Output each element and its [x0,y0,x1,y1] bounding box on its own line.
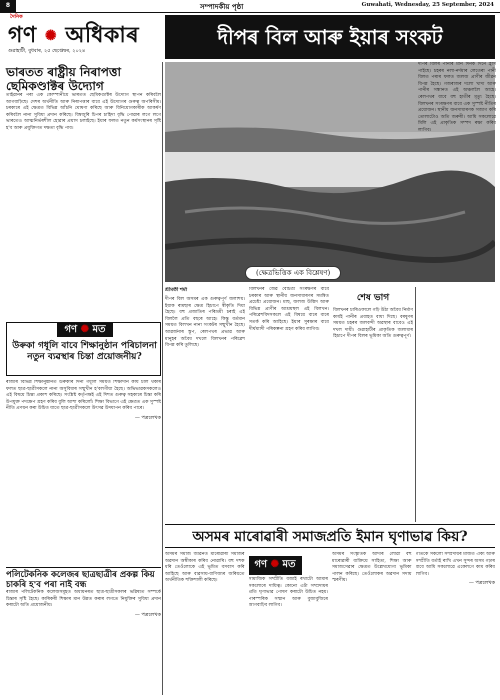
bottom-col-4 [416,552,496,695]
bottom-col-3 [332,552,412,695]
letter-signoff: — পত্ৰলেখক [134,414,161,421]
bottom-signoff: — পত্ৰলেখক [468,580,495,587]
left-article [6,65,161,133]
right-column-text: দীপৰ বিলৰ পানীৰ মান দিনক দিনে হ্ৰাস পাইছে। চহৰৰ নলা-নৰ্দমাৰ লেতেৰা পানী বিলত পৰাৰ ফলত জলজ প্ৰাণীৰ জীৱন বিপন্ন হৈছে। গজৰাজৰ দলো খাদ্য আৰু পানীৰ সন্ধানত এই অঞ্চললৈ আহে। ৰেলপথৰ বাবে বহু হাতীৰ মৃত্যু হৈছে। বিলখনৰ সংৰক্ষণৰ বাবে এক সুস্পষ্ট নীতিৰ প্ৰয়োজন। স্থানীয় জনসাধাৰণক সজাগ কৰি তোলাটোও অতি জৰুৰী। আমি সকলোৱে মিলি এই প্ৰাকৃতিক সম্পদ ৰক্ষা কৰিব লাগিব। [418,62,496,133]
main-article-col-1-text: দীপৰ বিল অসমৰ এক গুৰুত্বপূৰ্ণ জলাশয়। ইয়াক ৰামছাৰ ক্ষেত্ৰ হিচাপে স্বীকৃতি দিয়া হৈছে। বহু প্ৰজাতিৰ পৰিভ্ৰমী চৰাই এই বিললৈ প্ৰতি বছৰে আহে। কিন্তু বৰ্তমান সময়ত বিলখন নানা সংকটৰ সন্মুখীন হৈছে। আৱৰ্জনাৰ স্তূপ, ৰেলপথৰ প্ৰভাৱ আৰু মানুহৰ অবৈধ দখলে বিলখনৰ পৰিৱেশ বিপন্ন কৰি তুলিছে। [165,297,245,349]
main-article-col-2-text: বিলখনৰ জৈৱ বৈচিত্ৰ্য সংৰক্ষণৰ বাবে চৰকাৰ আৰু স্থানীয় জনসাধাৰণৰ সমন্বিত প্ৰচেষ্টা প্ৰয়োজন। মাছ, জলজ উদ্ভিদ আৰু বিভিন্ন প্ৰাণীৰ আশ্ৰয়স্থল এই বিলখন। পৰিৱেশবিদসকলে এই বিষয়ে বাৰে বাৰে সতৰ্ক কৰি আহিছে। ইয়াৰ সুৰক্ষাৰ বাবে দীৰ্ঘম্যাদী পৰিকল্পনা গ্ৰহণ কৰিব লাগিব। [249,287,329,332]
left-bottom-body: ৰাজ্যৰ পলিটেকনিক কলেজসমূহত অধ্যয়নৰত ছাত্ৰ-ছাত্ৰীসকলৰ ভৱিষ্যত সম্পৰ্কে চিন্তাৰ সৃষ্টি হৈছে। কাৰিকৰী শিক্ষাৰ মান উন্নত কৰাৰ লগতে নিযুক্তিৰ সুবিধা প্ৰদান কৰাটো অতি প্ৰয়োজনীয়। [6,590,161,609]
masthead-date: গুৱাহাটী, বুধবাৰ, ২৫ ছেপ্তেম্বৰ, ২০২৪ [8,48,86,54]
bottom-gm-left: গণ [254,559,268,570]
left-article-headline: ভাৰতত ৰাষ্ট্ৰীয় নিৰাপত্তা ছেমিকণ্ডাক্টৰ উদ্যোগ [6,65,121,93]
column-divider [415,287,416,522]
main-article-columns [165,287,413,522]
bottom-col-2 [249,552,329,695]
page-number: 8 [0,0,16,12]
left-bottom-signoff: — পত্ৰলেখক [134,611,161,618]
gana-mat-logo [57,323,113,337]
bottom-article-columns [165,552,495,695]
letter-article [6,380,161,560]
dateline: Guwahati, Wednesday, 25 September, 2024 [361,2,494,8]
left-bottom-article [6,567,161,695]
photo-caption: (ক্ষেত্ৰভিত্তিক এক বিশ্লেষণ) [245,266,341,280]
gana-mat-logo-left: গণ [64,324,78,335]
section-title: সম্পাদকীয় পৃষ্ঠা [200,2,244,11]
masthead-logo-icon: ✺ [44,28,58,44]
left-article-body: তাইৱানৰ পৰা এক কোম্পানীয়ে ভাৰতত ছেমিকণ্ডাক্টৰ উদ্যোগ স্থাপন কৰিবলৈ আগবাঢ়িছে। দেশৰ অৰ্থনীতি আৰু নিৰাপত্তাৰ বাবে এই উদ্যোগৰ গুৰুত্ব অপৰিসীম। চৰকাৰে এই ক্ষেত্ৰত বিভিন্ন আঁচনি ঘোষণা কৰিছে আৰু বিনিয়োগকাৰীক আকৰ্ষণ কৰিবলৈ নানা সুবিধা প্ৰদান কৰিছে। বিশ্বজুৰি চিপৰ চাহিদা বৃদ্ধি পোৱাৰ লগে লগে ভাৰতেও আত্মনিৰ্ভৰশীল হোৱাৰ প্ৰয়াস চলাইছে। ইয়াৰ ফলত নতুন কৰ্মসংস্থানৰ সৃষ্টি হ'ব আৰু প্ৰযুক্তিগত দক্ষতা বৃদ্ধি পাব। [6,93,161,131]
masthead-tagline: দৈনিক [10,14,23,20]
main-article-col-3 [333,287,413,522]
gana-mat-logo-right: মত [92,324,106,335]
main-headline: দীপৰ বিল আৰু ইয়াৰ সংকট [165,15,495,59]
masthead [6,14,154,62]
bottom-col-2-text: সামাজিক সম্প্ৰীতি বজাই ৰখাটো আমাৰ সকলোৰে দায়িত্ব। কোনো এটা সম্প্ৰদায়ৰ প্ৰতি ঘৃণাভাৱ পোষণ কৰাটো উচিত নহয়। পাৰস্পৰিক সন্মান আৰু বুজাবুজিৰে আগবাঢ়িব লাগিব। [248,577,328,609]
bottom-gm-right: মত [282,559,296,570]
bottom-col-1-text: অসমৰ সমাজ জীৱনত মাৰোৱাৰী সমাজৰ অৱদান অস্বীকাৰ কৰিব নোৱাৰি। বহু দশক ধৰি তেওঁলোকে এই ভূমিত বসবাস কৰি আহিছে আৰু ব্যৱসায়-বাণিজ্যৰ জৰিয়তে অৰ্থনীতিক শক্তিশালী কৰিছে। [165,552,245,584]
gana-mat-box [6,322,161,376]
left-bottom-headline: পলিটেকনিক কলেজৰ ছাত্ৰছাত্ৰীৰ প্ৰকল্প কিয় চাকৰি হ'ব পৰা নাই বন্ধ [6,570,155,590]
main-article-subhead: শেষ ভাগ [356,293,390,303]
main-article-col-2 [249,287,329,522]
bottom-gm-icon: ✺ [267,559,283,570]
bottom-headline: অসমৰ মাৰোৱাৰী সমাজপ্ৰতি ইমান ঘৃণাভাৱ কিয়? [165,524,495,548]
gana-mat-title: উৰুকা গধূলি বাবে শিক্ষানুষ্ঠান পৰিচালনা নতুন ব্যৱস্থাৰ চিন্তা প্ৰয়োজনীয়? [12,341,157,362]
bottom-col-3-text: অসমৰ সংস্কৃতিক আদৰি লোৱা বহু মাৰোৱাৰী ব্যক্তিয়ে সাহিত্য, শিক্ষা আৰু সমাজসেৱাৰ ক্ষেত্ৰত উল্লেখযোগ্য ভূমিকা পালন কৰিছে। তেওঁলোকৰ অৱদান সদায় স্মৰণীয়। [332,552,412,584]
bottom-col-1 [165,552,245,695]
bottom-gana-mat-logo [249,556,302,575]
main-article-col-3-text: বিলখনৰ চাৰিওফালে গঢ়ি উঠা অবৈধ নিৰ্মাণ কাৰ্যই পানীৰ প্ৰবাহত বাধা দিছে। বৰষুণৰ সময়ত চহৰৰ জলবন্দী অৱস্থাৰ বাবেও এই দখল দায়ী। গুৱাহাটীৰ প্ৰাকৃতিক জলাধাৰ হিচাপে দীপৰ বিলৰ ভূমিকা অতি গুৰুত্বপূৰ্ণ। [333,308,413,340]
bottom-col-4-text: গতিকে সকলো সম্প্ৰদায়ৰ মাজত ঐক্য আৰু সম্প্ৰীতি বৰ্তাই ৰাখি এখন সুন্দৰ অসম গঢ়াৰ বাবে আমি সকলোৱে একেলগে কাম কৰিব লাগিব। [415,552,495,577]
masthead-title-left: গণ [8,22,37,48]
masthead-title-right: অধিকাৰ [65,22,140,48]
right-column-article [418,62,496,522]
letter-body: ৰাজ্যৰ বিভিন্ন শিক্ষানুষ্ঠানত উৰুকাৰ দিনা গধূলি সময়ত শিক্ষাদান কাৰ্য চলি থকাৰ ফলত ছাত্ৰ-ছাত্ৰীসকলে নানা অসুবিধাৰ সন্মুখীন হ'বলগীয়া হৈছে। অভিভাৱকসকলেও এই বিষয়ে চিন্তা প্ৰকাশ কৰিছে। সংশ্লিষ্ট কৰ্তৃপক্ষই এই দিশত গুৰুত্ব সহকাৰে চিন্তা কৰি উপযুক্ত পদক্ষেপ গ্ৰহণ কৰিব বুলি আশা কৰিলোঁ। শিক্ষা বিভাগে এই ক্ষেত্ৰত এক সুস্পষ্ট নীতি প্ৰণয়ন কৰা উচিত যাতে ছাত্ৰ-ছাত্ৰীসকলে উৎসৱ উদযাপন কৰিব পাৰে। [6,380,161,412]
column-divider [162,62,163,695]
main-article-byline: শ্ৰীমতী শৰ্মা [165,287,188,293]
main-article-col-1 [165,287,245,522]
header-rule [0,12,500,13]
gana-mat-logo-icon: ✺ [77,324,93,335]
